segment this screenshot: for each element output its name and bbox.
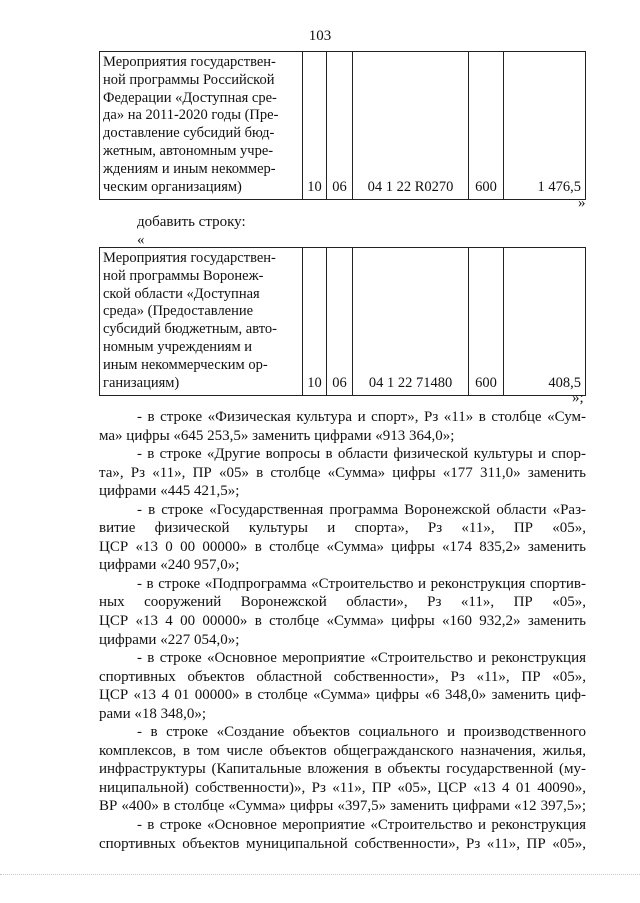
item-name-line: субсидий бюджетным, авто- [103, 321, 277, 338]
table-row [100, 248, 586, 396]
item-name-line: ной программы Российской [103, 71, 275, 88]
text-line: - в строке «Государственная программа Воронежской области «Раз- [137, 501, 586, 518]
budget-table-added-row [99, 247, 586, 396]
item-name-cell [100, 52, 303, 200]
item-name-line: Мероприятия государствен- [103, 250, 276, 266]
csr-cell: 04 1 22 71480 [353, 248, 469, 396]
text-line: ВР «400» в столбце «Сумма» цифры «397,5» заменить цифрами «12 397,5»; [99, 798, 586, 815]
item-name-line: Федерации «Доступная сре- [103, 89, 277, 106]
text-line: ЦСР «13 4 00 00000» в столбце «Сумма» цифры «160 932,2» заменить [99, 613, 586, 630]
scan-edge-divider [0, 874, 640, 876]
text-line: комплексов, в том числе объектов общегражданского назначения, жилья, [99, 742, 586, 759]
text-line: ных сооружений Воронежской области», Рз «11», ПР «05», [99, 594, 586, 611]
text-line: ниципальной) собственности)», Рз «11», ПР «05», ЦСР «13 4 01 40090», [99, 779, 586, 796]
budget-table-existing-row [99, 51, 586, 200]
text-line: ма» цифры «645 253,5» заменить цифрами «913 364,0»; [99, 427, 455, 444]
text-line: - в строке «Основное мероприятие «Строительство и реконструкция [137, 817, 586, 834]
rz-cell: 10 [303, 52, 327, 200]
text-line: рами «18 348,0»; [99, 705, 207, 722]
text-line: спортивных объектов муниципальной собственности», Рз «11», ПР «05», [99, 835, 586, 852]
pr-cell: 06 [327, 248, 353, 396]
text-line: витие физической культуры и спорта», Рз «11», ПР «05», [99, 520, 586, 537]
item-name-line: доставление субсидий бюд- [103, 125, 275, 142]
item-name-line: ждениям и иным некоммер- [103, 160, 276, 177]
sum-cell: 1 476,5 [504, 52, 586, 200]
text-line: цифрами «240 957,0»; [99, 557, 240, 574]
text-line: - в строке «Основное мероприятие «Строительство и реконструкция [137, 650, 586, 667]
closing-quote: » [578, 195, 586, 211]
item-name-cell [100, 248, 303, 396]
item-name-line: ганизациям) [103, 374, 180, 391]
sum-cell: 408,5 [504, 248, 586, 396]
text-line: та», Рз «11», ПР «05» в столбце «Сумма» цифры «177 311,0» заменить [99, 464, 586, 481]
text-line: - в строке «Подпрограмма «Строительство и реконструкция спортив- [137, 575, 586, 592]
item-name-line: ской области «Доступная [103, 285, 260, 302]
table-row [100, 52, 586, 200]
item-name-line: Мероприятия государствен- [103, 54, 276, 70]
item-name-line: среда» (Предоставление [103, 303, 254, 320]
item-name-line: жетным, автономным учре- [103, 142, 274, 159]
text-line: - в строке «Создание объектов социального и производственного [137, 724, 586, 741]
page-number: 103 [308, 28, 332, 44]
text-line: - в строке «Другие вопросы в области физической культуры и спор- [137, 446, 586, 463]
item-name-line: да» на 2011-2020 годы (Пре- [103, 107, 279, 124]
text-line: ЦСР «13 4 01 00000» в столбце «Сумма» цифры «6 348,0» заменить циф- [99, 687, 586, 704]
pr-cell: 06 [327, 52, 353, 200]
item-name-line: иным некоммерческим ор- [103, 356, 268, 373]
text-line: спортивных объектов областной собственности», Рз «11», ПР «05», [99, 668, 586, 685]
rz-cell: 10 [303, 248, 327, 396]
item-name-line: номным учреждениям и [103, 338, 253, 355]
add-row-label: добавить строку: [137, 214, 246, 230]
vr-cell: 600 [469, 248, 504, 396]
text-line: инфраструктуры (Капитальные вложения в объекты государственной (му- [99, 761, 586, 778]
item-name-line: ной программы Воронеж- [103, 267, 264, 284]
text-line: цифрами «227 054,0»; [99, 631, 240, 648]
amendment-text [99, 408, 586, 853]
closing-quote: »; [572, 390, 584, 406]
text-line: ЦСР «13 0 00 00000» в столбце «Сумма» цифры «174 835,2» заменить [99, 538, 586, 555]
csr-cell: 04 1 22 R0270 [353, 52, 469, 200]
opening-quote: « [137, 232, 145, 248]
vr-cell: 600 [469, 52, 504, 200]
text-line: цифрами «445 421,5»; [99, 483, 240, 500]
text-line: - в строке «Физическая культура и спорт», Рз «11» в столбце «Сум- [137, 409, 586, 425]
item-name-line: ческим организациям) [103, 178, 242, 195]
